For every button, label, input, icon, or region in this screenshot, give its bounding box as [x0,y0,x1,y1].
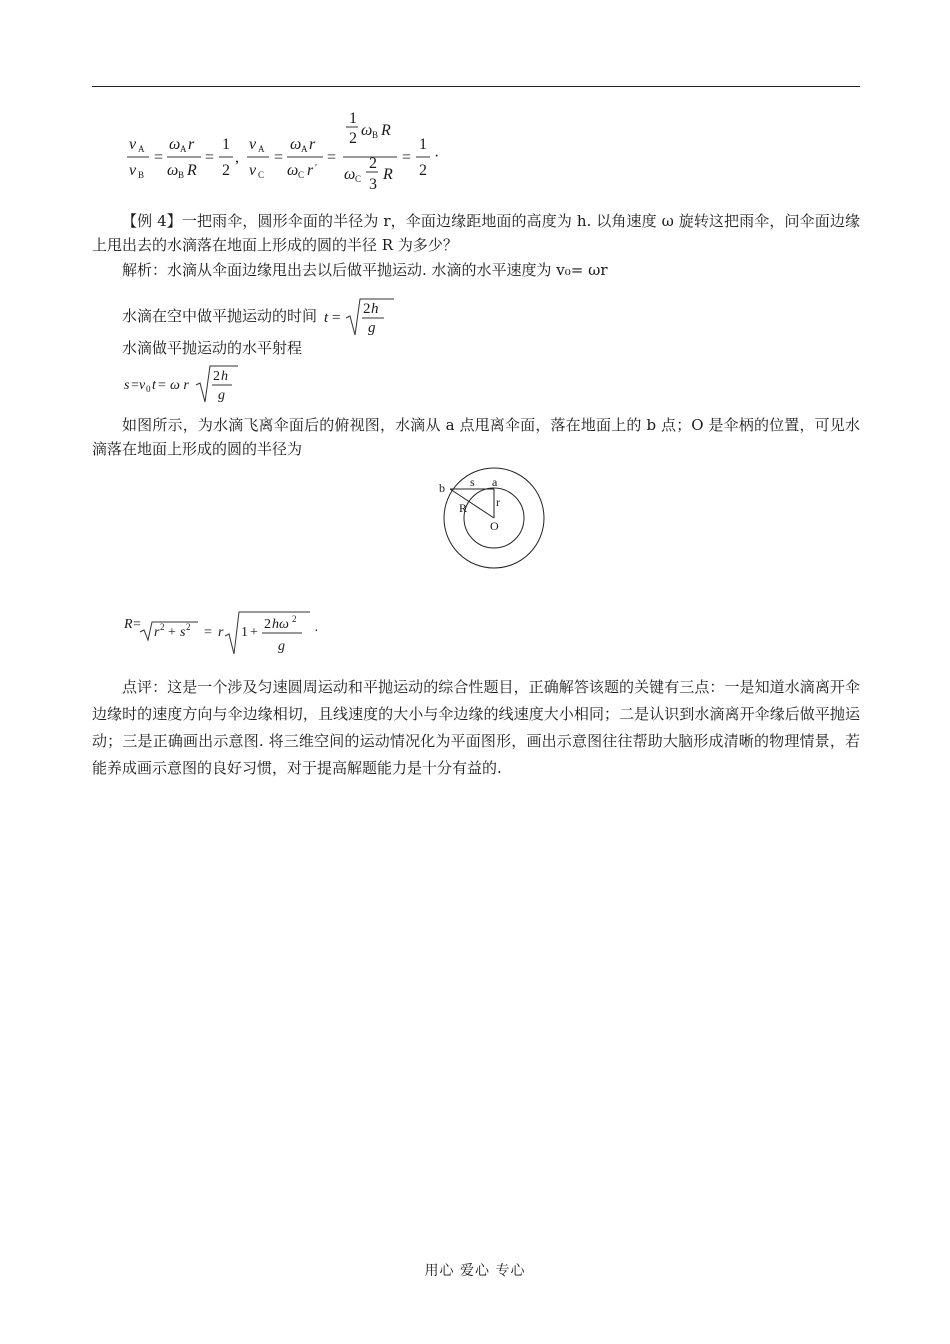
range-formula [122,363,252,412]
time-text: 水滴在空中做平抛运动的时间 [122,307,318,325]
svg-text:=: = [133,617,141,632]
svg-text:=: = [204,625,212,640]
solution-line-3: 水滴做平抛运动的水平射程 [122,339,303,357]
svg-text:R: R [187,162,197,179]
svg-text:+: + [250,625,258,640]
svg-text:r: r [218,625,224,640]
svg-text:g: g [367,320,376,336]
svg-text:v: v [129,136,137,153]
example-question-text: 一把雨伞，圆形伞面的半径为 r，伞面边缘距地面的高度为 h. 以角速度 ω 旋转这把雨伞，问伞面边缘上甩出去的水滴落在地面上形成的圆的半径 R 为多少？ [92,212,860,254]
svg-text:ω: ω [290,136,302,153]
header-rule [92,86,860,87]
example-label: 【例 4】 [122,212,182,230]
svg-text:s: s [180,625,186,640]
svg-text:2: 2 [292,614,297,624]
svg-text:3: 3 [369,176,377,193]
svg-text:R: R [383,166,393,183]
svg-text:ω r: ω r [170,378,189,393]
label-b: b [439,481,445,495]
svg-text:ω: ω [169,136,181,153]
final-radius-formula [124,608,324,665]
label-s: s [470,475,475,489]
svg-text:v: v [129,162,137,179]
svg-text:R: R [381,122,391,139]
svg-text:A: A [180,144,187,154]
svg-text:·: · [434,148,440,165]
svg-text:t: t [323,310,328,326]
svg-text:=: = [331,310,341,326]
svg-text:C: C [355,174,362,184]
svg-text:·: · [314,624,319,639]
svg-text:′: ′ [315,163,318,174]
svg-text:r: r [307,162,314,179]
svg-text:t: t [152,378,156,393]
svg-text:hω: hω [272,617,289,632]
svg-text:1: 1 [222,136,230,153]
svg-text:ω: ω [287,162,299,179]
solution-line-2 [122,296,412,338]
comment-paragraph: 点评：这是一个涉及匀速圆周运动和平抛运动的综合性题目，正确解答该题的关键有三点：一是知道水滴离开伞边缘时的速度方向与伞边缘相切，且线速度的大小与伞边缘的线速度大小相同；二是认识到水滴离开伞缘后做平抛运动；三是正确画出示意图. 将三维空间的运动情况化为平面图形，画出示意图往往帮助大脑形成清晰的物理情景，若能养成画示意图的良好习惯，对于提高解题能力是十分有益的. [92,678,860,777]
svg-text:h: h [221,369,228,384]
svg-text:A: A [138,144,145,154]
velocity-ratio-equation [125,105,545,195]
svg-text:0: 0 [146,384,151,394]
svg-text:=: = [154,149,164,166]
svg-text:A: A [301,144,308,154]
svg-text:B: B [138,170,145,180]
svg-text:1: 1 [419,136,427,153]
svg-text:ω: ω [361,122,373,139]
solution-line-1: 解析：水滴从伞面边缘甩出去以后做平抛运动. 水滴的水平速度为 v₀= ωr [122,261,608,279]
svg-text:r: r [188,136,195,153]
svg-text:C: C [298,170,305,180]
svg-text:1: 1 [349,110,357,127]
svg-text:=: = [402,149,412,166]
svg-text:r: r [154,625,160,640]
svg-text:2: 2 [369,155,377,172]
svg-text:g: g [218,388,225,403]
svg-text:,: , [235,149,239,166]
label-a: a [492,475,498,489]
svg-text:=: = [274,149,284,166]
example-question [92,209,860,257]
time-formula [322,296,412,338]
svg-text:ω: ω [344,166,356,183]
svg-text:1: 1 [241,625,248,640]
solution-line-5: 如图所示，为水滴飞离伞面后的俯视图，水滴从 a 点甩离伞面，落在地面上的 b 点；O 是伞柄的位置，可见水滴落在地面上形成的圆的半径为 [92,416,860,458]
svg-text:2: 2 [419,162,427,179]
svg-text:r: r [309,136,316,153]
svg-text:2: 2 [160,622,165,632]
svg-text:=: = [158,378,166,393]
svg-text:s: s [124,378,130,393]
svg-text:2: 2 [349,130,357,147]
label-R: R [459,501,468,515]
svg-text:2: 2 [264,617,271,632]
svg-text:=: = [131,378,139,393]
radius-R [450,489,494,518]
page-footer: 用心 爱心 专心 [424,1263,526,1279]
svg-text:v: v [139,378,146,393]
label-O: O [490,519,499,533]
svg-text:v: v [249,162,257,179]
svg-text:2: 2 [362,301,371,317]
svg-text:C: C [258,170,265,180]
top-view-figure [435,462,550,572]
svg-text:A: A [258,144,265,154]
svg-text:=: = [205,149,215,166]
svg-text:g: g [278,639,285,654]
svg-text:ω: ω [167,162,179,179]
svg-text:2: 2 [186,622,191,632]
svg-text:v: v [249,136,257,153]
svg-text:B: B [372,130,379,140]
svg-text:h: h [370,301,379,317]
svg-text:2: 2 [222,162,230,179]
svg-text:+: + [168,625,176,640]
svg-text:B: B [178,170,185,180]
label-r: r [496,495,500,509]
svg-text:R: R [124,617,133,632]
svg-text:2: 2 [213,369,220,384]
svg-text:=: = [327,149,337,166]
